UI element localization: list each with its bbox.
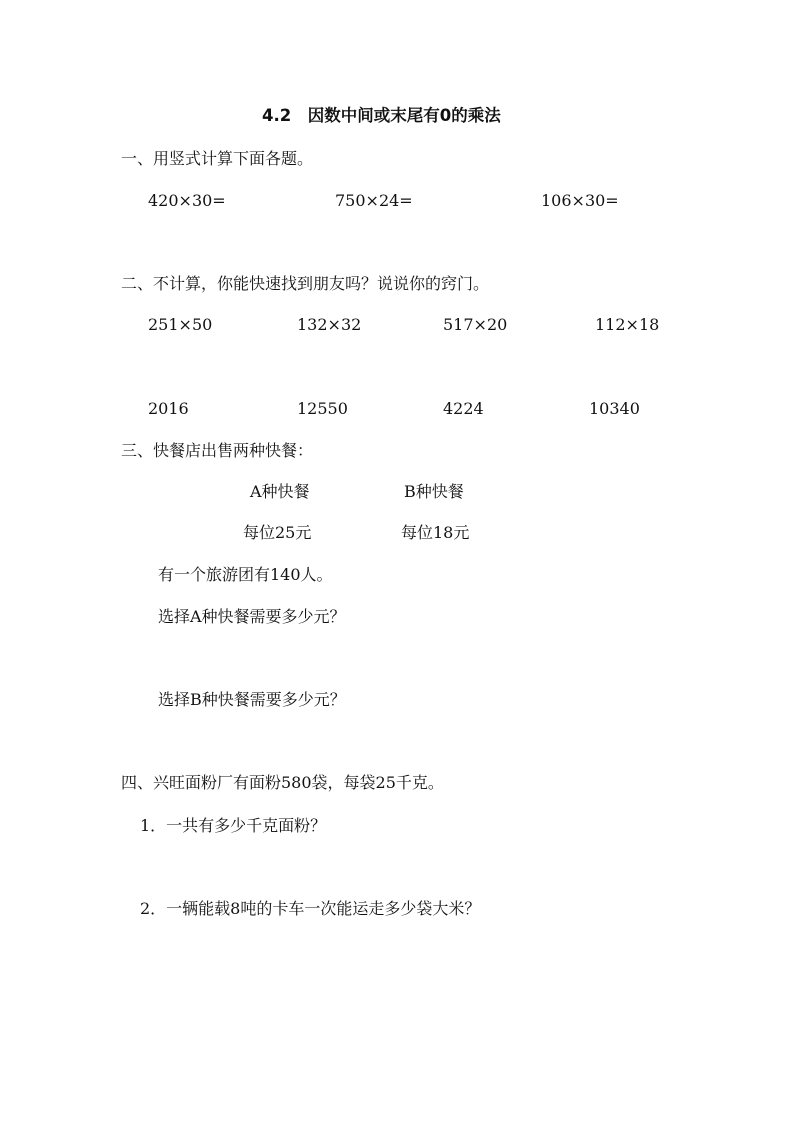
- problem-2: 750×24=: [335, 191, 413, 210]
- result-3: 4224: [443, 399, 484, 418]
- expression-2: 132×32: [297, 315, 362, 334]
- meal-b-name: B种快餐: [404, 482, 464, 501]
- problem-1: 420×30=: [148, 191, 226, 210]
- tour-group-statement: 有一个旅游团有140人。: [158, 565, 333, 584]
- page-title: 4.2 因数中间或末尾有0的乘法: [262, 106, 501, 125]
- meal-a-price: 每位25元: [243, 523, 312, 542]
- expression-4: 112×18: [595, 315, 660, 334]
- question-meal-a: 选择A种快餐需要多少元？: [158, 607, 346, 626]
- expression-1: 251×50: [148, 315, 213, 334]
- question-4-2: 2．一辆能载8吨的卡车一次能运走多少袋大米？: [140, 899, 481, 918]
- question-meal-b: 选择B种快餐需要多少元？: [158, 690, 346, 709]
- question-4-1: 1．一共有多少千克面粉？: [140, 816, 327, 835]
- result-1: 2016: [148, 399, 189, 418]
- section3-heading: 三、快餐店出售两种快餐：: [121, 441, 314, 460]
- meal-b-price: 每位18元: [401, 523, 470, 542]
- meal-a-name: A种快餐: [250, 482, 310, 501]
- section4-heading: 四、兴旺面粉厂有面粉580袋，每袋25千克。: [121, 773, 444, 792]
- problem-3: 106×30=: [541, 191, 619, 210]
- section1-heading: 一、用竖式计算下面各题。: [121, 149, 314, 168]
- result-4: 10340: [589, 399, 640, 418]
- result-2: 12550: [297, 399, 348, 418]
- expression-3: 517×20: [443, 315, 508, 334]
- section2-heading: 二、不计算，你能快速找到朋友吗？说说你的窍门。: [121, 274, 490, 293]
